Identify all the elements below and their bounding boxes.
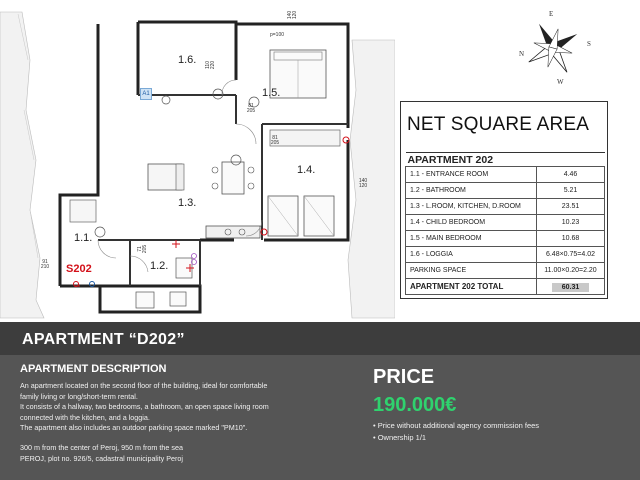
description-line: family living or long/short-term rental. <box>20 391 138 401</box>
apartment-heading: APARTMENT 202 <box>406 153 605 167</box>
listing-header <box>0 322 640 355</box>
total-row <box>406 279 605 295</box>
table-row <box>406 231 605 247</box>
table-row <box>406 167 605 183</box>
total-label: APARTMENT 202 TOTAL <box>406 279 537 295</box>
description-line: It consists of a hallway, two bedrooms, a bathroom, an open space living room <box>20 402 269 412</box>
room-label-1-5: 1.5. <box>262 87 281 99</box>
room-label-1-4: 1.4. <box>297 164 316 176</box>
room-area: 10.68 <box>537 231 605 247</box>
floor-plan-drawing <box>0 0 395 322</box>
room-name: 1.3 - L.ROOM, KITCHEN, D.ROOM <box>406 199 537 215</box>
room-name: 1.5 - MAIN BEDROOM <box>406 231 537 247</box>
room-area: 10.23 <box>537 215 605 231</box>
room-area: 11.00×0.20=2.20 <box>537 263 605 279</box>
location-line: PEROJ, plot no. 926/5, cadastral municipality Peroj <box>20 453 183 463</box>
room-label-1-2: 1.2. <box>150 260 169 272</box>
price-title: PRICE <box>373 366 435 388</box>
dimension-door-1-5: 81 205 <box>246 103 256 114</box>
dimension-loggia-door: 110 220 <box>205 60 216 70</box>
room-area: 23.51 <box>537 199 605 215</box>
compass-south-label: S <box>587 40 591 48</box>
price-note: • Ownership 1/1 <box>373 432 539 444</box>
room-label-1-6: 1.6. <box>178 54 197 66</box>
compass-east-label: E <box>549 10 554 18</box>
price-notes <box>373 420 539 444</box>
room-area: 5.21 <box>537 183 605 199</box>
dimension-window-right: 140 120 <box>358 178 368 189</box>
table-row <box>406 247 605 263</box>
marker-a1: A1 <box>140 88 152 100</box>
listing-band <box>0 322 640 480</box>
dimension-entrance-door: 91 210 <box>40 259 50 270</box>
room-label-1-1: 1.1. <box>74 232 93 244</box>
unit-code-label: S202 <box>66 263 92 275</box>
room-area: 4.46 <box>537 167 605 183</box>
price-value: 190.000€ <box>373 394 457 416</box>
room-area: 6.48×0.75=4.02 <box>537 247 605 263</box>
total-value: 60.31 <box>552 283 590 292</box>
room-label-1-3: 1.3. <box>178 197 197 209</box>
net-area-panel <box>400 101 608 299</box>
description-line: An apartment located on the second floor of the building, ideal for comfortable <box>20 381 268 390</box>
compass-north-label: N <box>519 50 525 58</box>
table-row <box>406 215 605 231</box>
room-name: 1.2 - BATHROOM <box>406 183 537 199</box>
compass-icon <box>505 8 605 90</box>
apartment-name: APARTMENT “D202” <box>22 331 185 348</box>
description-line: connected with the kitchen, and a loggia. <box>20 412 150 422</box>
price-note: • Price without additional agency commission fees <box>373 420 539 432</box>
net-area-table <box>405 152 605 295</box>
floor-plan <box>0 0 395 322</box>
description-title: APARTMENT DESCRIPTION <box>20 363 167 375</box>
room-name: 1.4 - CHILD BEDROOM <box>406 215 537 231</box>
location-line: 300 m from the center of Peroj, 950 m from the sea <box>20 442 183 452</box>
dimension-door-1-4: 81 205 <box>270 135 280 146</box>
net-area-title: NET SQUARE AREA <box>407 114 590 135</box>
compass-west-label: W <box>557 78 564 86</box>
dimension-window-top: 140 120 <box>287 10 298 20</box>
room-name: 1.1 - ENTRANCE ROOM <box>406 167 537 183</box>
compass-rose <box>505 8 605 90</box>
description-text <box>20 381 350 464</box>
room-name: 1.6 - LOGGIA <box>406 247 537 263</box>
room-name: PARKING SPACE <box>406 263 537 279</box>
dimension-door-1-2: 71 205 <box>137 244 148 254</box>
dimension-parapet: p=100 <box>269 32 285 38</box>
table-row <box>406 263 605 279</box>
table-row <box>406 183 605 199</box>
description-line: The apartment also includes an outdoor parking space marked "PM10". <box>20 423 248 433</box>
table-row <box>406 199 605 215</box>
